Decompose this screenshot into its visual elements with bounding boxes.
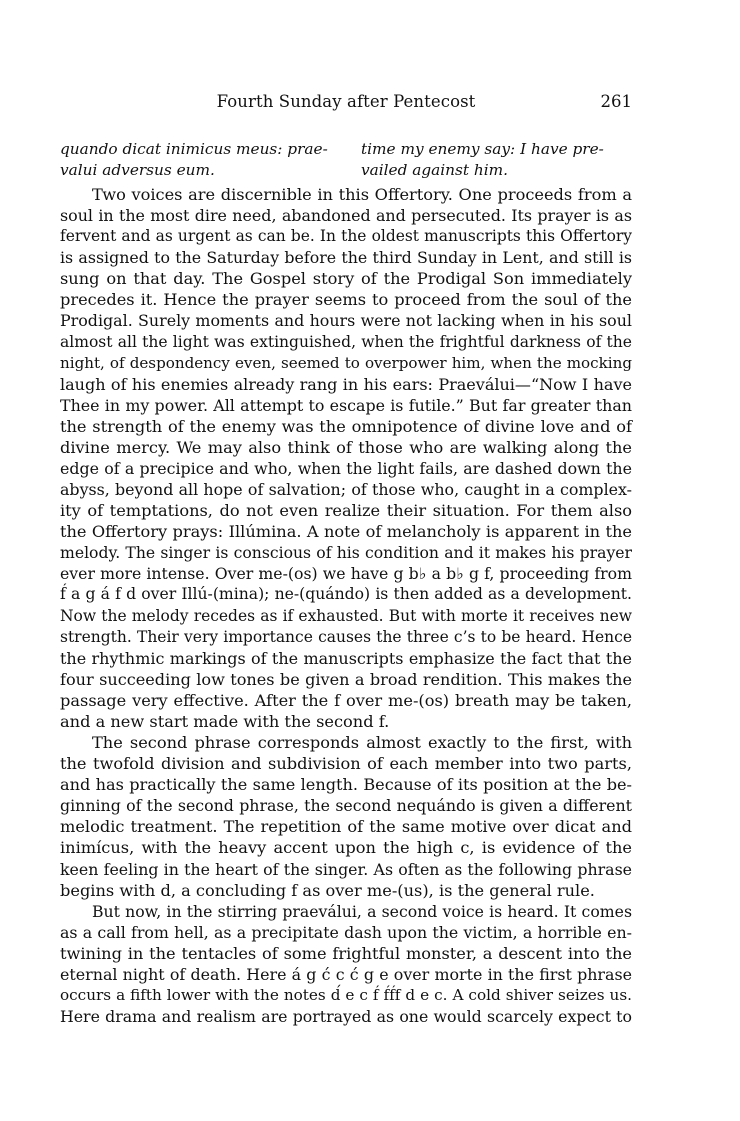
text-line: ginning of the second phrase, the second nequándo is given a different	[60, 796, 632, 816]
text-line: as a call from hell, as a precipitate dash upon the victim, a horrible en-	[60, 922, 632, 942]
text-line: ever more intense. Over me-(os) we have g b♭ a b♭ g f, proceeding from	[60, 564, 632, 584]
text-line: Now the melody recedes as if exhausted. But with morte it receives new	[60, 606, 632, 625]
text-line: the Offertory prays: Illúmina. A note of melancholy is apparent in the	[60, 522, 632, 542]
text-line: The second phrase corresponds almost exactly to the first, with	[92, 733, 632, 753]
text-line: f́ a g á f d over Illú-(mina); ne-(quándo) is then added as a development.	[60, 585, 632, 604]
latin-line: quando dicat inimicus meus: prae-	[60, 140, 328, 158]
text-line: the rhythmic markings of the manuscripts emphasize the fact that the	[60, 648, 632, 668]
text-line: and has practically the same length. Because of its position at the be-	[60, 775, 632, 795]
text-line: soul in the most dire need, abandoned and persecuted. Its prayer is as	[60, 206, 632, 226]
text-line: Two voices are discernible in this Offertory. One proceeds from a	[92, 185, 632, 204]
text-line: divine mercy. We may also think of those who are walking along the	[60, 437, 632, 457]
text-line: fervent and as urgent as can be. In the oldest manuscripts this Offertory	[60, 227, 632, 246]
text-line: But now, in the stirring praeválui, a second voice is heard. It comes	[92, 901, 632, 921]
latin-text-column	[60, 139, 348, 181]
text-line: keen feeling in the heart of the singer. As often as the following phrase	[60, 859, 632, 879]
text-line: the twofold division and subdivision of each member into two parts,	[60, 754, 632, 774]
text-line: Here drama and realism are portrayed as one would scarcely expect to	[60, 1007, 632, 1027]
text-line: laugh of his enemies already rang in his ears: Praeválui—“Now I have	[60, 374, 632, 394]
text-line: and a new start made with the second f.	[60, 711, 390, 731]
text-line: is assigned to the Saturday before the third Sunday in Lent, and still is	[60, 248, 632, 268]
text-line: strength. Their very importance causes the three c’s to be heard. Hence	[60, 627, 632, 646]
page-number: 261	[600, 92, 632, 111]
english-line: vailed against him.	[361, 161, 509, 179]
text-line: inimícus, with the heavy accent upon the high c, is evidence of the	[60, 838, 632, 858]
text-line: occurs a fifth lower with the notes d́ e c f́ f́f́f d e c. A cold shiver seizes us.	[60, 985, 632, 1004]
text-line: four succeeding low tones be given a broad rendition. This makes the	[60, 669, 632, 689]
english-translation-column	[361, 139, 632, 181]
text-line: Thee in my power. All attempt to escape is futile.” But far greater than	[60, 395, 632, 415]
english-line: time my enemy say: I have pre-	[361, 140, 604, 158]
text-line: ity of temptations, do not even realize their situation. For them also	[60, 501, 632, 521]
text-line: melodic treatment. The repetition of the same motive over dicat and	[60, 817, 632, 837]
text-line: abyss, beyond all hope of salvation; of those who, caught in a complex-	[60, 480, 632, 500]
running-title: Fourth Sunday after Pentecost	[216, 92, 476, 111]
text-line: sung on that day. The Gospel story of the Prodigal Son immediately	[60, 269, 632, 289]
text-line: edge of a precipice and who, when the light fails, are dashed down the	[60, 459, 632, 479]
text-line: almost all the light was extinguished, when the frightful darkness of the	[60, 332, 632, 351]
text-line: Prodigal. Surely moments and hours were not lacking when in his soul	[60, 311, 632, 331]
text-line: precedes it. Hence the prayer seems to proceed from the soul of the	[60, 290, 632, 310]
text-line: passage very effective. After the f over me-(os) breath may be taken,	[60, 690, 632, 710]
text-line: eternal night of death. Here á g ć c ć g e over morte in the first phrase	[60, 964, 632, 984]
page-header	[60, 92, 632, 114]
latin-line: valui adversus eum.	[60, 161, 215, 179]
text-line: twining in the tentacles of some frightful monster, a descent into the	[60, 943, 632, 963]
text-line: night, of despondency even, seemed to overpower him, when the mocking	[60, 353, 632, 372]
text-line: melody. The singer is conscious of his condition and it makes his prayer	[60, 543, 632, 563]
body-text	[60, 184, 632, 1027]
text-line: begins with d, a concluding f as over me-(us), is the general rule.	[60, 880, 595, 900]
text-line: the strength of the enemy was the omnipotence of divine love and of	[60, 416, 632, 436]
